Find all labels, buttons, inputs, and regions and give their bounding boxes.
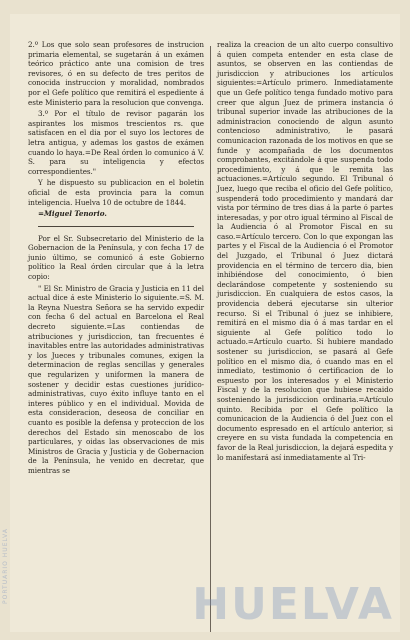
document-page [10, 14, 400, 632]
paragraph-intro-circular: Por el Sr. Subsecretario del Ministerio de la Gobernacion de la Península, y con fecha 17 de junio último, se comunicó á este Gobierno político la Real órden circular que á la letra copio: [28, 233, 204, 282]
watermark-logo: HUELVA [192, 579, 394, 630]
side-watermark: PORTUARIO HUELVA [2, 527, 9, 604]
paragraph-art3: 3.º Por el título de revisor pagarán los aspirantes los mismos trescientos rs. que satisfacen en el dia por el suyo los lectores de letra antigua, y ademas los gastos de exámen cuando lo haya.=De Real órden lo comunico á V. S. para su inteligencia y efectos correspondientes." [28, 109, 204, 176]
signature: =Miguel Tenorio. [38, 209, 107, 219]
paragraph-articles: realiza la creacion de un alto cuerpo consultivo á quien competa entender en esta clase de asuntos, se observen en las contiendas de jurisdiccion y atribuciones los artículos siguientes:=Artículo primero. Inmediatamente que un Gefe político tenga fundado motivo para creer que algun Juez de primera instancia ó tribunal superior invade las atribuciones de la administracion conociendo de algun asunto contencioso administrativo, le pasará comunicacion razonada de los motivos en que se funde y acompañada de los documentos comprobantes, excitándole á que suspenda todo procedimiento, y á que le remita las actuaciones.=Artículo segundo. El Tribunal ó Juez, luego que reciba el oficio del Gefe político, suspenderá todo procedimiento y mandará dar vista por término de tres dias á la parte ó partes interesadas, y por otro igual término al Fiscal de la Audiencia ó al Promotor Fiscal en su caso.=Artículo tercero. Con lo que expongan las partes y el Fiscal de la Audiencia ó el Promotor del Juzgado, el Tribunal ó Juez dictará providencia en el término de tercero dia, bien inhibiéndose del conocimiento, ó bien declarándose competente y sosteniendo su jurisdiccion. En cualquiera de estos casos, la providencia deberá ejecutarse sin ulterior recurso. Si el Tribunal ó juez se inhibiere, remitirá en el mismo dia ó á mas tardar en el siguiente al Gefe político todo lo actuado.=Artículo cuarto. Si hubiere mandado sostener su jurisdiccion, se pasará al Gefe político en el mismo dia, ó cuando mas en el inmediato, testimonio ó certificacion de lo espuesto por los interesados y el Ministerio Fiscal y de la resolucion que hubiese recaido sosteniendo la jurisdiccion ordinaria.=Artículo quinto. Recibida por el Gefe político la comunicacion de la Audiencia ó del Juez con el documento espresado en el artículo anterior, si creyere en su vista fundada la competencia en favor de la Real jurisdiccion, la dejará espedita y lo manifestará así inmediatamente al Tri- [217, 40, 393, 462]
paragraph-art2: 2.º Los que solo sean profesores de instrucion primaria elemental, se sugetarán á un exámen teórico práctico ante una comision de tres revisores, ó en su defecto de tres peritos de conocida instruccion y moralidad, nombrados por el Gefe político que remitirá el espediente á este Ministerio para la resolucion que convenga. [28, 40, 204, 107]
right-column [217, 40, 393, 464]
column-divider [210, 46, 211, 632]
paragraph-publication: Y he dispuesto su publicacion en el boletin oficial de esta provincia para la comun inteligencia. Huelva 10 de octubre de 1844. [28, 178, 204, 207]
paragraph-decree: " El Sr. Ministro de Gracia y Justicia en 11 del actual dice á este Ministerio lo siguiente.=S. M. la Reyna Nuestra Señora se ha servido expedir con fecha 6 del actual en Barcelona el Real decreto siguiente.=Las contiendas de atribuciones y jurisdiccion, tan frecuentes é inavitables entre las autoridades administrativas y los Jueces y tribunales comunes, exigen la determinacion de reglas sencillas y generales que regularizen y uniformen la manera de sostener y decidir estas cuestiones jurídico-administrativas, cuyo éxito influye tanto en el interes público y en el individual. Movida de esta consideracion, deseosa de conciliar en cuanto es posible la defensa y proteccion de los derechos del Estado sin menoscabo de los particulares, y oidas las observaciones de mis Ministros de Gracia y Justicia y de Gobernacion de la Península, he venido en decretar, que mientras se [28, 283, 204, 475]
section-divider [38, 226, 194, 227]
left-column [28, 40, 204, 478]
